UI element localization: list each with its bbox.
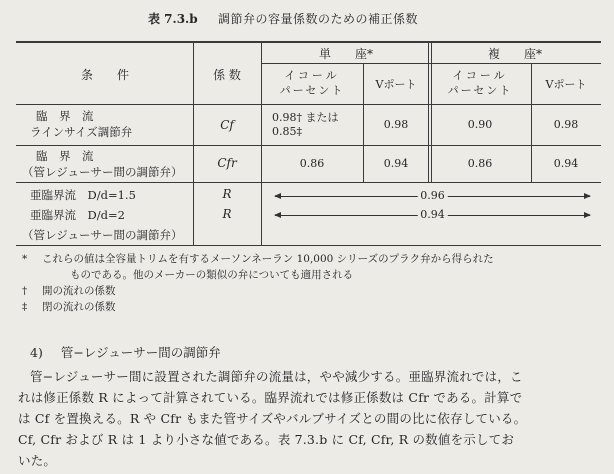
row2-factor: Cfr: [217, 156, 237, 170]
header-double-v-port: Vポート: [545, 78, 587, 91]
row1-single-equal-line2: 0.85‡: [272, 125, 302, 138]
table-notes: [22, 251, 494, 315]
row2-condition: [22, 148, 182, 180]
row1-single-equal-line1: 0.98† または: [272, 111, 339, 124]
row2-bottom-rule: [16, 182, 601, 183]
row4-factor: R: [222, 207, 232, 221]
col-divider-single-v: [363, 63, 364, 182]
row1-single-equal: [272, 111, 339, 139]
row3-span-value: 0.96: [417, 189, 448, 203]
header-bottom-rule: [16, 104, 601, 105]
table-caption: [148, 10, 418, 27]
paragraph-line: いた。: [18, 453, 57, 468]
row3-span-arrow: [275, 189, 590, 202]
header-single-seat: 単 座*: [318, 47, 374, 61]
arrow-right-icon: [584, 193, 591, 199]
section-heading: [30, 343, 221, 361]
header-equal-line2: パーセント: [447, 84, 513, 97]
paragraph-line: 管−レジューサー間に設置された調節弁の流量は，やや減少する。亜臨界流れでは，こ: [30, 369, 523, 384]
row2-double-v: 0.94: [553, 157, 579, 170]
section-title: 管−レジューサー間の調節弁: [60, 345, 221, 360]
col-divider-double: [428, 41, 432, 182]
table-top-rule: [16, 41, 601, 43]
note-item: ものである。他のメーカーの類似の弁についても適用される: [70, 269, 354, 281]
row2-double-equal: 0.86: [467, 157, 493, 170]
section-number: 4): [30, 345, 43, 360]
row2-condition-line2: （管レジューサー間の調節弁）: [22, 165, 183, 179]
row1-condition-line1: 臨 界 流: [36, 109, 94, 123]
row1-condition-line2: ラインサイズ調節弁: [30, 125, 133, 139]
header-single-v-port: Vポート: [375, 78, 417, 91]
row2-condition-line1: 臨 界 流: [36, 149, 94, 163]
row3-condition: 亜臨界流 D/d=1.5: [30, 188, 136, 202]
paragraph-line: は Cf を置換える。R や Cfr もまた管サイズやバルブサイズとの間の比に依存している。: [18, 411, 527, 426]
row3-factor: R: [222, 187, 232, 201]
row1-condition: [30, 108, 132, 140]
header-double-seat: 複 座*: [487, 47, 543, 61]
table-number: 表 7.3.b: [148, 12, 198, 26]
header-equal-line1: イコール: [284, 69, 340, 82]
note-item: ‡ 閉の流れの係数: [22, 301, 116, 313]
header-condition: 条 件: [80, 68, 130, 82]
row4-span-arrow: [275, 208, 590, 221]
paragraph-line: れは修正係数 R によって計算されている。臨界流れでは修正係数は Cfr である。計算で: [18, 390, 523, 405]
arrow-right-icon: [584, 212, 591, 218]
row1-bottom-rule: [16, 145, 601, 146]
header-equal-line2: パーセント: [279, 84, 345, 97]
row1-single-v: 0.98: [383, 118, 409, 131]
col-divider-double-v: [531, 63, 532, 182]
note-item: * これらの値は全容量トリムを有するメーソンネーラン 10,000 シリーズのプラク弁から得られた: [22, 253, 494, 265]
row4-span-value: 0.94: [417, 208, 448, 222]
header-double-equal-pct: [448, 68, 513, 98]
col-divider-factor: [193, 41, 194, 245]
arrow-left-icon: [274, 193, 281, 199]
row1-double-v: 0.98: [553, 118, 579, 131]
row1-factor: Cf: [220, 118, 234, 132]
header-single-equal-pct: [280, 68, 345, 98]
row4-condition: 亜臨界流 D/d=2: [30, 208, 125, 222]
header-factor: 係 数: [213, 68, 241, 82]
row5-condition: （管レジューサー間の調節弁）: [22, 228, 183, 242]
row2-single-v: 0.94: [383, 157, 409, 170]
table-bottom-rule: [16, 245, 601, 246]
body-paragraph: [18, 366, 526, 471]
note-item: † 開の流れの係数: [22, 285, 116, 297]
paragraph-line: Cf, Cfr および R は 1 より小さな値である。表 7.3.b に Cf, Cfr, R の数値を示してお: [18, 432, 515, 447]
arrow-left-icon: [274, 212, 281, 218]
col-divider-values: [261, 41, 262, 245]
row1-double-equal: 0.90: [467, 118, 493, 131]
header-equal-line1: イコール: [452, 69, 508, 82]
table-title: 調節弁の容量係数のための補正係数: [218, 12, 419, 26]
row2-single-equal: 0.86: [299, 157, 325, 170]
